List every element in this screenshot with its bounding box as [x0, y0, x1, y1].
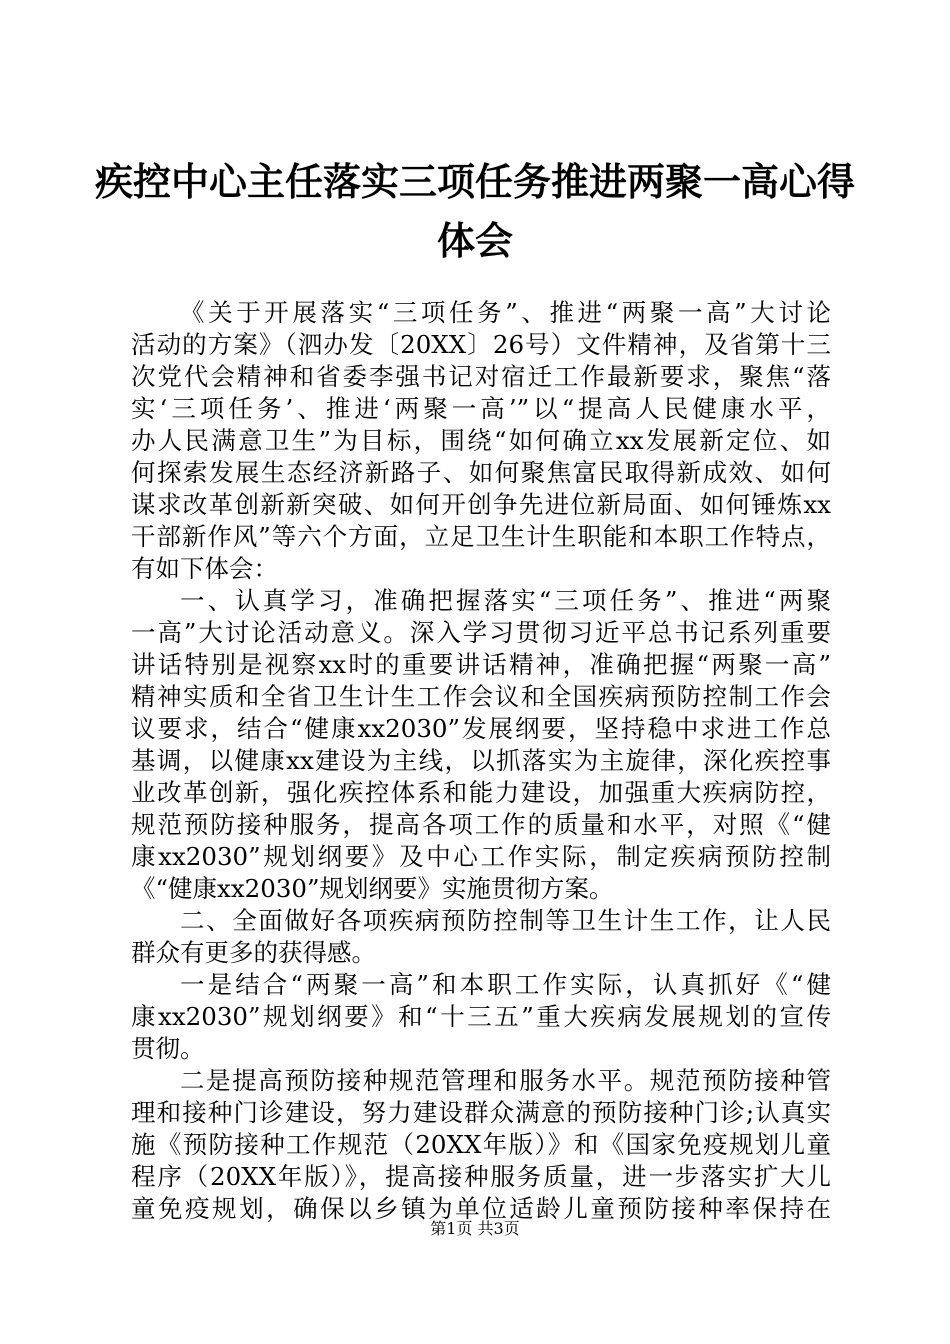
- document-title-line-1: 疾控中心主任落实三项任务推进两聚一高心得: [94, 159, 855, 204]
- text-line: 康xx2030”规划纲要》及中心工作实际，制定疾病预防控制: [131, 842, 831, 871]
- text-line: 二是提高预防接种规范管理和服务水平。规范预防接种管: [180, 1066, 831, 1095]
- text-line: 次党代会精神和省委李强书记对宿迁工作最新要求，聚焦“落: [131, 362, 831, 391]
- text-line: 有如下体会：: [131, 554, 278, 583]
- text-line: 基调，以健康xx建设为主线，以抓落实为主旋律，深化疾控事: [131, 746, 831, 775]
- text-line: 谋求改革创新新突破、如何开创争先进位新局面、如何锤炼xx: [131, 490, 831, 519]
- text-line: 活动的方案》（泗办发〔20XX〕26号）文件精神，及省第十三: [131, 330, 831, 359]
- text-line: 办人民满意卫生”为目标，围绕“如何确立xx发展新定位、如: [131, 426, 831, 455]
- text-line: 一高”大讨论活动意义。深入学习贯彻习近平总书记系列重要: [131, 618, 831, 647]
- text-line: 《“健康xx2030”规划纲要》实施贯彻方案。: [131, 874, 614, 903]
- document-title-line-2: 体会: [436, 218, 513, 263]
- text-line: 群众有更多的获得感。: [131, 938, 376, 967]
- text-line: 干部新作风”等六个方面，立足卫生计生职能和本职工作特点，: [131, 522, 831, 551]
- text-line: 精神实质和全省卫生计生工作会议和全国疾病预防控制工作会: [131, 682, 831, 711]
- text-line: 施《预防接种工作规范（20XX年版）》和《国家免疫规划儿童: [131, 1130, 831, 1159]
- text-line: 二、全面做好各项疾病预防控制等卫生计生工作，让人民: [180, 906, 831, 935]
- text-line: 何探索发展生态经济新路子、如何聚焦富民取得新成效、如何: [131, 458, 831, 487]
- text-line: 一、认真学习，准确把握落实“三项任务”、推进“两聚: [180, 586, 831, 615]
- text-line: 贯彻。: [131, 1034, 205, 1063]
- text-line: 议要求，结合“健康xx2030”发展纲要，坚持稳中求进工作总: [131, 714, 831, 743]
- text-line: 康xx2030”规划纲要》和“十三五”重大疾病发展规划的宣传: [131, 1002, 831, 1031]
- text-line: 规范预防接种服务，提高各项工作的质量和水平，对照《“健: [131, 810, 831, 839]
- text-line: 童免疫规划，确保以乡镇为单位适龄儿童预防接种率保持在: [131, 1194, 831, 1223]
- text-line: 《关于开展落实“三项任务”、推进“两聚一高”大讨论: [180, 298, 831, 327]
- document-body: [131, 297, 831, 1225]
- text-line: 程序（20XX年版）》，提高接种服务质量，进一步落实扩大儿: [131, 1162, 831, 1191]
- text-line: 一是结合“两聚一高”和本职工作实际，认真抓好《“健: [180, 970, 831, 999]
- text-line: 实‘三项任务’、推进‘两聚一高’”以“提高人民健康水平，: [131, 394, 831, 423]
- text-line: 理和接种门诊建设，努力建设群众满意的预防接种门诊;认真实: [131, 1098, 831, 1127]
- page-number-footer: 第1页 共3页: [430, 1219, 520, 1238]
- text-line: 业改革创新，强化疾控体系和能力建设，加强重大疾病防控，: [131, 778, 831, 807]
- text-line: 讲话特别是视察xx时的重要讲话精神，准确把握“两聚一高”: [131, 650, 831, 679]
